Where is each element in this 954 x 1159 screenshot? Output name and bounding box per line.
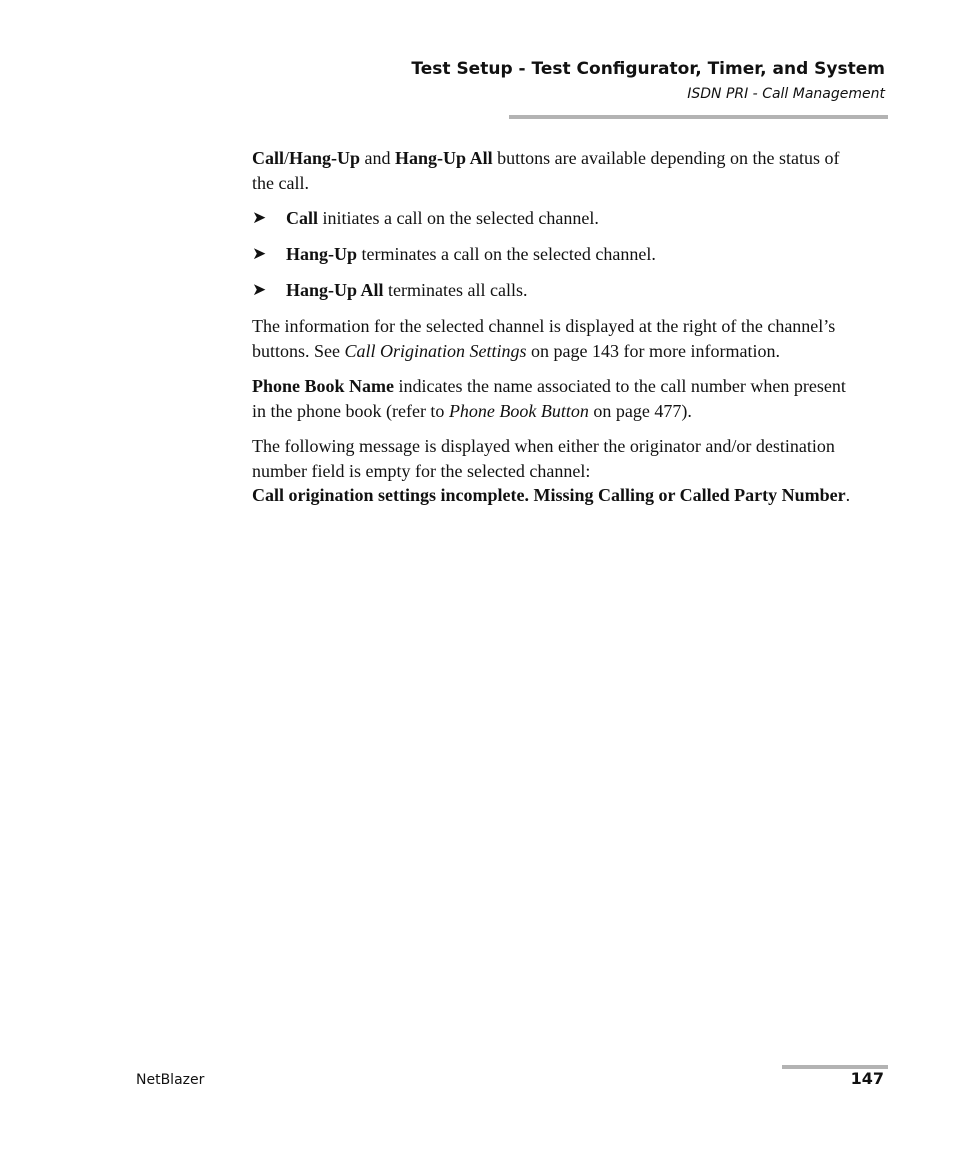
list-item-text: terminates a call on the selected channel. — [357, 244, 656, 264]
and-text: and — [360, 148, 396, 168]
phonebook-term: Phone Book Name — [252, 376, 395, 396]
button-list — [252, 206, 864, 303]
page-number: 147 — [850, 1069, 884, 1088]
call-origination-settings-link[interactable]: Call Origination Settings — [344, 340, 527, 361]
page-header — [411, 57, 885, 107]
warning-message: Call origination settings incomplete. Missing Calling or Called Party Number — [252, 485, 846, 505]
intro-rest: buttons are available depending on the status of the call. — [252, 148, 840, 193]
list-item-term: Hang-Up — [286, 244, 358, 264]
arrow-bullet-icon: ➤ — [252, 244, 267, 264]
message-intro: The following message is displayed when either the originator and/or destination number field is empty for the selected channel: — [252, 436, 835, 481]
phonebook-pre: indicates the name associated to the call number when present in the phone book (refer to — [252, 376, 846, 421]
arrow-bullet-icon: ➤ — [252, 280, 267, 300]
header-rule — [509, 115, 888, 119]
list-item-term: Hang-Up All — [286, 280, 384, 300]
list-item — [252, 278, 864, 303]
intro-paragraph — [252, 146, 864, 195]
phonebook-paragraph — [252, 374, 864, 423]
info-paragraph — [252, 314, 864, 363]
list-item — [252, 206, 864, 231]
header-subtitle: ISDN PRI - Call Management — [687, 86, 885, 102]
main-content — [252, 146, 864, 519]
warning-period: . — [845, 485, 851, 505]
slash: / — [284, 148, 290, 168]
phone-book-button-link[interactable]: Phone Book Button — [448, 400, 589, 421]
footer-product: NetBlazer — [136, 1072, 205, 1088]
phonebook-post: on page 477). — [588, 400, 692, 421]
list-item-text: terminates all calls. — [383, 280, 528, 300]
call-term: Call — [252, 148, 285, 168]
message-paragraph — [252, 434, 864, 508]
list-item-text: initiates a call on the selected channel. — [318, 208, 599, 228]
info-pre: The information for the selected channel is displayed at the right of the channel’s buttons. See — [252, 316, 836, 361]
header-title: Test Setup - Test Configurator, Timer, and System — [411, 59, 885, 79]
info-post: on page 143 for more information. — [526, 340, 780, 361]
arrow-bullet-icon: ➤ — [252, 208, 267, 228]
hangup-all-term: Hang-Up All — [395, 148, 493, 168]
hangup-term: Hang-Up — [289, 148, 361, 168]
list-item — [252, 242, 864, 267]
list-item-term: Call — [286, 208, 319, 228]
